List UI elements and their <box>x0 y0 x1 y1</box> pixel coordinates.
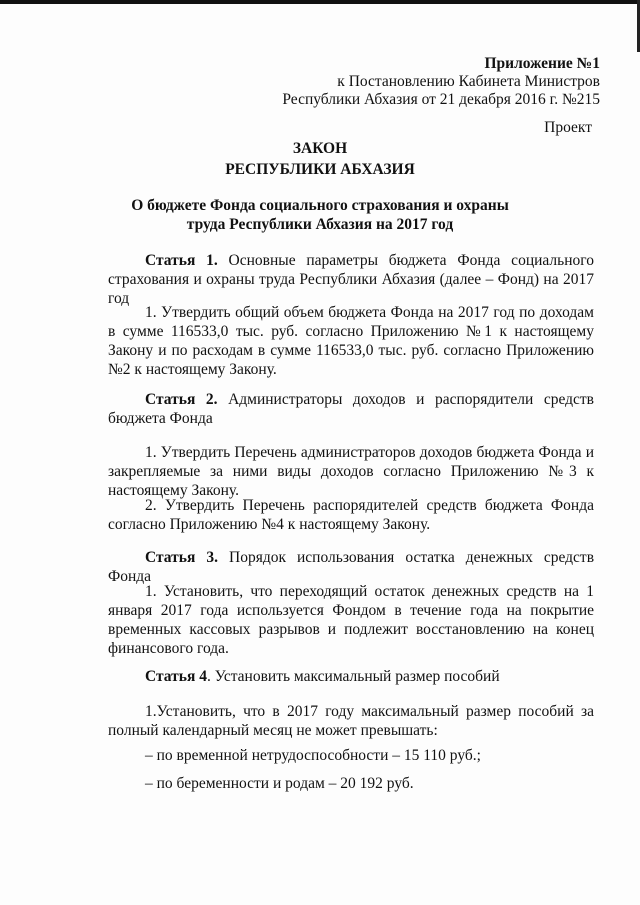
article-3-title: Порядок использования остатка денежных средств Фонда <box>108 549 595 585</box>
law-republic: РЕСПУБЛИКИ АБХАЗИЯ <box>225 161 415 178</box>
appendix-title: Приложение №1 <box>484 55 600 72</box>
article-2-heading: Статья 2. <box>145 391 218 408</box>
article-2-item-1: 1. Утвердить Перечень администраторов доходов бюджета Фонда и закрепляемые за ними виды доходов согласно Приложению №3 к настоящему Закону. <box>108 444 594 499</box>
article-4-heading: Статья 4 <box>145 668 207 685</box>
article-3-heading: Статья 3. <box>145 549 218 566</box>
appendix-line-1: к Постановлению Кабинета Министров <box>337 73 600 90</box>
article-2-title-b: бюджета Фонда <box>108 410 213 427</box>
subject-line-1: О бюджете Фонда социального страхования и охраны <box>131 197 509 214</box>
article-4-title: . Установить максимальный размер пособий <box>206 668 500 685</box>
article-2 <box>108 390 594 428</box>
article-3 <box>108 548 594 586</box>
article-4-item-1: 1.Установить, что в 2017 году максимальный размер пособий за полный календарный месяц не может превышать: <box>108 703 594 739</box>
article-4 <box>108 667 594 686</box>
article-3-item-1: 1. Установить, что переходящий остаток денежных средств на 1 января 2017 года используется Фондом в течение года на покрытие временных кассовых разрывов и подлежит восстановлению на конец финансового года. <box>108 583 594 657</box>
article-1-title: Основные параметры бюджета Фонда социального страхования и охраны труда Республики Абхазия (далее – Фонд) на 2017 год <box>108 252 594 307</box>
law-title: ЗАКОН <box>292 140 348 157</box>
article-2-item-2: 2. Утвердить Перечень распорядителей средств бюджета Фонда согласно Приложению №4 к настоящему Закону. <box>108 497 594 533</box>
article-4-bullet-2: – по беременности и родам – 20 192 руб. <box>145 775 414 792</box>
appendix-line-2: Республики Абхазия от 21 декабря 2016 г. №215 <box>282 91 600 108</box>
article-1 <box>108 251 594 308</box>
subject-line-2: труда Республики Абхазия на 2017 год <box>186 216 454 233</box>
article-4-bullet-1: – по временной нетрудоспособности – 15 110 руб.; <box>145 747 481 764</box>
article-2-title-a: Администраторы доходов и распорядители средств <box>228 391 594 408</box>
page-top-border <box>0 0 640 4</box>
article-1-heading: Статья 1. <box>145 252 218 269</box>
draft-label: Проект <box>544 119 592 136</box>
article-1-item-1: 1. Утвердить общий объем бюджета Фонда на 2017 год по доходам в сумме 116533,0 тыс. руб. согласно Приложению №1 к настоящему Закону и по расходам в сумме 116533,0 тыс. руб. согласно Приложению №2 к настоящему Закону. <box>108 304 594 378</box>
